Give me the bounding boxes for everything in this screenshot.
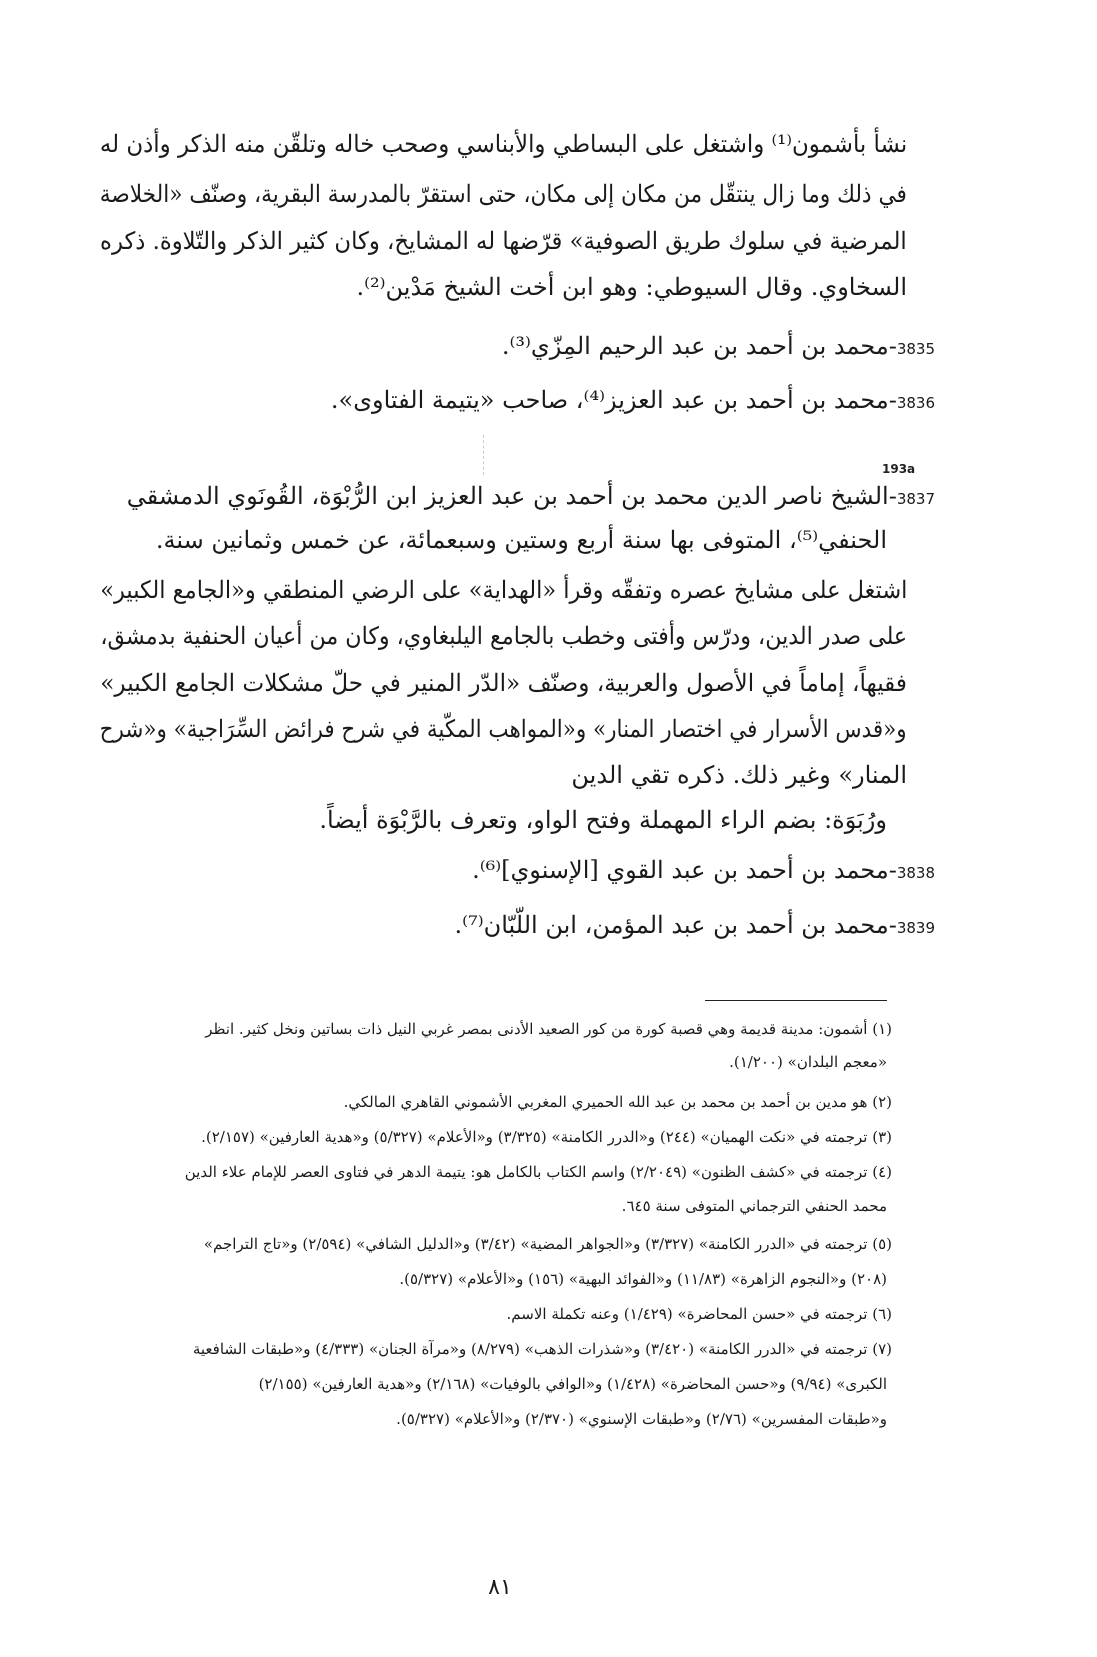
footnote-line: (١) أشمون: مدينة قديمة وهي قصبة كورة من كور الصعيد الأدنى بمصر غربي النيل ذات بساتين ونخل كثير. انظر bbox=[205, 1020, 892, 1038]
folio-marker: 193a bbox=[882, 462, 916, 476]
footnote-line: (٧) ترجمته في «الدرر الكامنة» (٣/٤٢٠) و«شذرات الذهب» (٨/٢٧٩) و«مرآة الجنان» (٤/٣٣٣) و«طبقات الشافعية bbox=[192, 1340, 892, 1358]
entry-text: الشيخ ناصر الدين محمد بن أحمد بن عبد العزيز ابن الرُّبْوَة، القُونَوي الدمشقي bbox=[126, 482, 889, 510]
entry-text: محمد بن أحمد بن عبد المؤمن، ابن اللّبّان⁽⁷⁾. bbox=[454, 911, 889, 939]
entry-3837-line: الحنفي⁽⁵⁾، المتوفى بها سنة أربع وستين وسبعمائة، عن خمس وثمانين سنة. bbox=[155, 526, 887, 554]
body-line: نشأ بأشمون⁽¹⁾ واشتغل على البساطي والأبناسي وصحب خاله وتلقّن منه الذكر وأذن له bbox=[99, 130, 907, 158]
entry-3835 bbox=[502, 334, 935, 358]
entry-number: 3839 bbox=[896, 919, 935, 937]
footnote-line: (٢) هو مدين بن أحمد بن محمد بن عبد الله الحميري المغربي الأشموني القاهري المالكي. bbox=[343, 1093, 892, 1111]
entry-number: 3835 bbox=[896, 340, 935, 358]
footnote-line: (٥) ترجمته في «الدرر الكامنة» (٣/٣٢٧) و«الجواهر المضية» (٣/٤٢) و«الدليل الشافي» (٢/٥٩٤) و«تاج التراجم» bbox=[203, 1235, 892, 1253]
body-line: المرضية في سلوك طريق الصوفية» قرّضها له المشايخ، وكان كثير الذكر والتّلاوة. ذكره bbox=[100, 227, 907, 255]
entry-dash: - bbox=[888, 386, 897, 414]
entry-dash: - bbox=[888, 482, 897, 510]
entry-number: 3837 bbox=[896, 490, 935, 508]
entry-dash: - bbox=[888, 911, 897, 939]
footnote-line: (٢٠٨) و«النجوم الزاهرة» (١١/٨٣) و«الفوائد البهية» (١٥٦) و«الأعلام» (٥/٣٢٧). bbox=[399, 1270, 887, 1288]
entry-3837-line: اشتغل على مشايخ عصره وتفقّه وقرأ «الهداية» على الرضي المنطقي و«الجامع الكبير» bbox=[99, 576, 907, 604]
footnote-line: محمد الحنفي الترجماني المتوفى سنة ٦٤٥. bbox=[621, 1197, 887, 1215]
entry-number: 3836 bbox=[896, 394, 935, 412]
entry-3837-line: ورُبَوَة: بضم الراء المهملة وفتح الواو، وتعرف بالرَّبْوَة أيضاً. bbox=[319, 806, 887, 834]
entry-dash: - bbox=[888, 856, 897, 884]
faint-mark bbox=[483, 435, 484, 475]
entry-3836 bbox=[331, 388, 935, 412]
entry-text: محمد بن أحمد بن عبد العزيز⁽⁴⁾، صاحب «يتيمة الفتاوى». bbox=[330, 386, 889, 414]
page-number: ٨١ bbox=[488, 1575, 512, 1600]
footnote-line: و«طبقات المفسرين» (٢/٧٦) و«طبقات الإسنوي» (٢/٣٧٠) و«الأعلام» (٥/٣٢٧). bbox=[396, 1410, 887, 1428]
entry-3837-line: و«قدس الأسرار في اختصار المنار» و«المواهب المكّية في شرح فرائض السِّرَاجية» و«شرح bbox=[100, 715, 907, 743]
entry-dash: - bbox=[888, 332, 897, 360]
footnote-line: (٣) ترجمته في «نكت الهميان» (٢٤٤) و«الدرر الكامنة» (٣/٣٢٥) و«الأعلام» (٥/٣٢٧) و«هدية العارفين» (٢/١٥٧). bbox=[201, 1128, 892, 1146]
body-line: في ذلك وما زال ينتقّل من مكان إلى مكان، حتى استقرّ بالمدرسة البقرية، وصنّف «الخلاصة bbox=[99, 180, 907, 208]
entry-3837-line: على صدر الدين، ودرّس وأفتى وخطب بالجامع اليلبغاوي، وكان من أعيان الحنفية بدمشق، bbox=[100, 622, 907, 650]
footnote-line: (٤) ترجمته في «كشف الظنون» (٢/٢٠٤٩) واسم الكتاب بالكامل هو: يتيمة الدهر في فتاوى العصر للإمام علاء الدين bbox=[184, 1163, 892, 1181]
entry-3839 bbox=[455, 913, 935, 937]
footnote-line: (٦) ترجمته في «حسن المحاضرة» (١/٤٢٩) وعنه تكملة الاسم. bbox=[506, 1305, 892, 1323]
entry-3837-line: فقيهاً، إماماً في الأصول والعربية، وصنّف «الدّر المنير في حلّ مشكلات الجامع الكبير» bbox=[100, 669, 907, 697]
footnote-line: الكبرى» (٩/٩٤) و«حسن المحاضرة» (١/٤٢٨) و«الوافي بالوفيات» (٢/١٦٨) و«هدية العارفين» (٢/١٥٥) bbox=[258, 1375, 887, 1393]
entry-text: محمد بن أحمد بن عبد القوي [الإسنوي]⁽⁶⁾. bbox=[472, 856, 889, 884]
entry-3838 bbox=[472, 858, 935, 882]
entry-3837-line: المنار» وغير ذلك. ذكره تقي الدين bbox=[571, 761, 907, 789]
entry-number: 3838 bbox=[896, 864, 935, 882]
footnote-separator bbox=[705, 1000, 887, 1001]
entry-3837-line bbox=[127, 484, 935, 508]
body-line: السخاوي. وقال السيوطي: وهو ابن أخت الشيخ مَدْين⁽²⁾. bbox=[356, 273, 907, 301]
footnote-line: «معجم البلدان» (١/٢٠٠). bbox=[729, 1053, 887, 1071]
entry-text: محمد بن أحمد بن عبد الرحيم المِزّي⁽³⁾. bbox=[501, 332, 889, 360]
